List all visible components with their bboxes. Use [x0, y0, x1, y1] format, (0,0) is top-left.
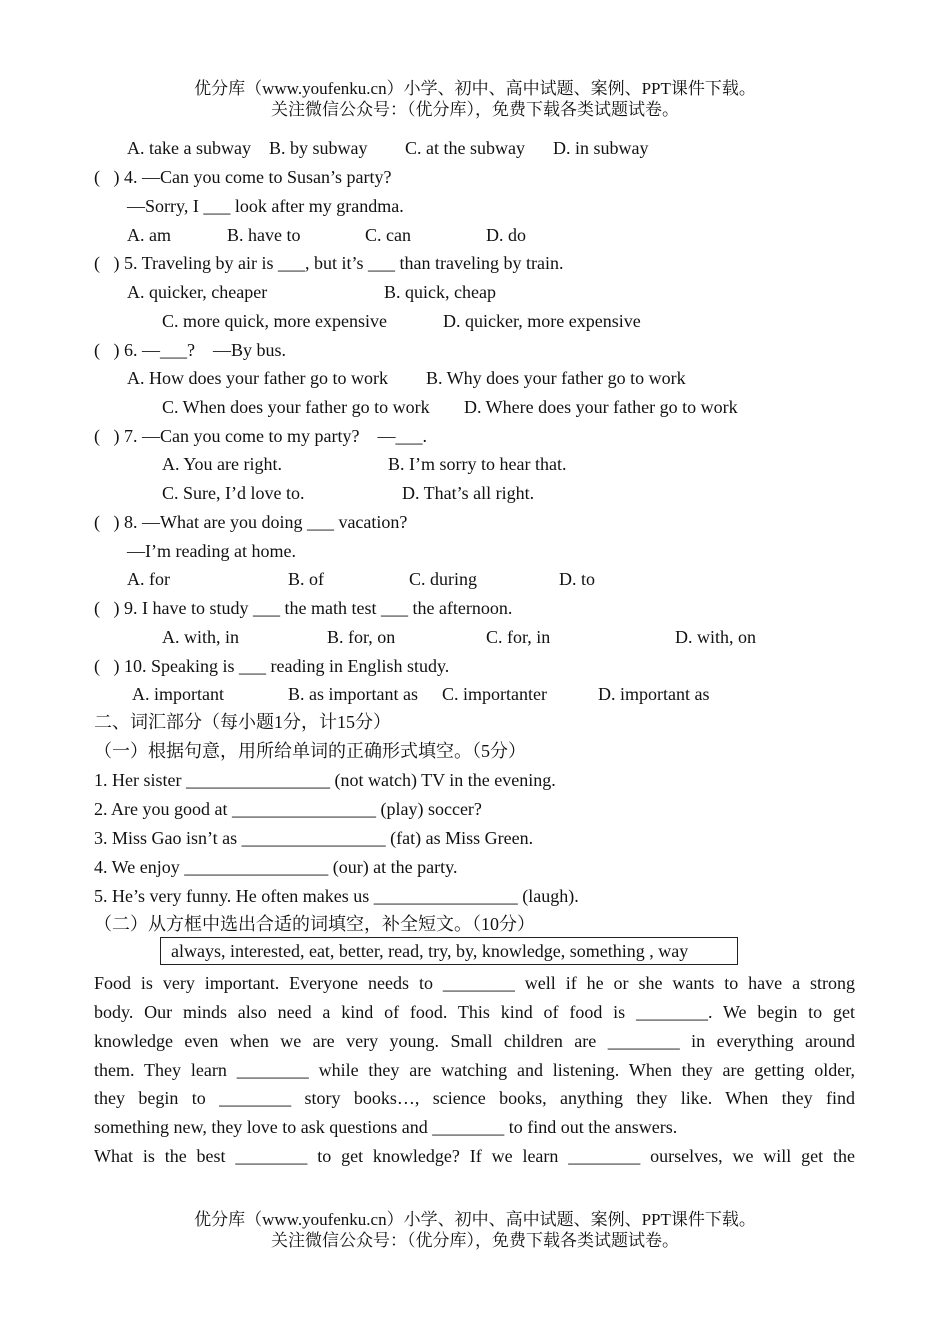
fill-item: 2. Are you good at ________________ (play) soccer?	[94, 799, 482, 819]
q6-option-a: A. How does your father go to work	[127, 368, 388, 388]
q8-option-d: D. to	[559, 569, 595, 589]
page-header-line1: 优分库（www.youfenku.cn）小学、初中、高中试题、案例、PPT课件下载。	[194, 79, 756, 98]
q3-option-d: D. in subway	[553, 138, 649, 158]
q7-option-a: A. You are right.	[162, 454, 282, 474]
q10-stem: ( ) 10. Speaking is ___ reading in English study.	[94, 656, 450, 676]
passage-line: body. Our minds also need a kind of food. This kind of food is ________. We begin to get	[94, 1002, 855, 1022]
q10-option-b: B. as important as	[288, 684, 418, 704]
word-box-text: always, interested, eat, better, read, try, by, knowledge, something , way	[171, 941, 689, 961]
q9-option-b: B. for, on	[327, 627, 396, 647]
q9-option-c: C. for, in	[486, 627, 551, 647]
q9-stem: ( ) 9. I have to study ___ the math test ___ the afternoon.	[94, 598, 513, 618]
q5-stem: ( ) 5. Traveling by air is ___, but it’s ___ than traveling by train.	[94, 253, 564, 273]
passage-line: knowledge even when we are very young. Small children are ________ in everything around	[94, 1031, 855, 1051]
q5-option-a: A. quicker, cheaper	[127, 282, 268, 302]
q7-option-b: B. I’m sorry to hear that.	[388, 454, 567, 474]
q3-option-b: B. by subway	[269, 138, 368, 158]
page-header-line2: 关注微信公众号：（优分库），免费下载各类试题试卷。	[271, 100, 679, 119]
q8-option-a: A. for	[127, 569, 170, 589]
fill-item: 1. Her sister ________________ (not watch) TV in the evening.	[94, 770, 556, 790]
page-footer-line2: 关注微信公众号：（优分库），免费下载各类试题试卷。	[271, 1231, 679, 1250]
fill-item: 5. He’s very funny. He often makes us ________________ (laugh).	[94, 886, 579, 906]
q4-option-c: C. can	[365, 225, 411, 245]
fill-item: 4. We enjoy ________________ (our) at the party.	[94, 857, 458, 877]
q7-option-d: D. That’s all right.	[402, 483, 535, 503]
passage-line: Food is very important. Everyone needs to ________ well if he or she wants to have a strong	[94, 973, 855, 993]
q4-stem: ( ) 4. —Can you come to Susan’s party?	[94, 167, 392, 187]
q5-option-d: D. quicker, more expensive	[443, 311, 641, 331]
q3-option-a: A. take a subway	[127, 138, 251, 158]
q9-option-a: A. with, in	[162, 627, 240, 647]
q6-option-d: D. Where does your father go to work	[464, 397, 738, 417]
section2-part2-title: （二）从方框中选出合适的词填空，补全短文。（10分）	[94, 914, 535, 934]
q4-option-d: D. do	[486, 225, 526, 245]
section2-part1-title: （一）根据句意，用所给单词的正确形式填空。（5分）	[94, 741, 526, 761]
q6-option-b: B. Why does your father go to work	[426, 368, 686, 388]
q6-stem: ( ) 6. —___? —By bus.	[94, 340, 286, 360]
passage-line: them. They learn ________ while they are watching and listening. When they are getting older,	[94, 1060, 855, 1080]
q9-option-d: D. with, on	[675, 627, 756, 647]
q3-option-c: C. at the subway	[405, 138, 525, 158]
fill-item: 3. Miss Gao isn’t as ________________ (fat) as Miss Green.	[94, 828, 534, 848]
q8-option-c: C. during	[409, 569, 478, 589]
passage-line: they begin to ________ story books…, science books, anything they like. When they find	[94, 1088, 855, 1108]
q7-option-c: C. Sure, I’d love to.	[162, 483, 305, 503]
q10-option-c: C. importanter	[442, 684, 547, 704]
q8-option-b: B. of	[288, 569, 324, 589]
q10-option-a: A. important	[132, 684, 224, 704]
q4-reply: —Sorry, I ___ look after my grandma.	[127, 196, 404, 216]
passage-line: something new, they love to ask questions and ________ to find out the answers.	[94, 1117, 678, 1137]
page-footer-line1: 优分库（www.youfenku.cn）小学、初中、高中试题、案例、PPT课件下载。	[194, 1210, 756, 1229]
q4-option-b: B. have to	[227, 225, 301, 245]
q8-reply: —I’m reading at home.	[127, 541, 296, 561]
q7-stem: ( ) 7. —Can you come to my party? —___.	[94, 426, 427, 446]
q8-stem: ( ) 8. —What are you doing ___ vacation?	[94, 512, 408, 532]
q5-option-b: B. quick, cheap	[384, 282, 496, 302]
q10-option-d: D. important as	[598, 684, 710, 704]
passage-line: What is the best ________ to get knowledge? If we learn ________ ourselves, we will get the	[94, 1146, 855, 1166]
q6-option-c: C. When does your father go to work	[162, 397, 430, 417]
q5-option-c: C. more quick, more expensive	[162, 311, 387, 331]
section2-title: 二、词汇部分（每小题1分，计15分）	[94, 712, 391, 732]
q4-option-a: A. am	[127, 225, 171, 245]
word-box	[160, 937, 738, 965]
